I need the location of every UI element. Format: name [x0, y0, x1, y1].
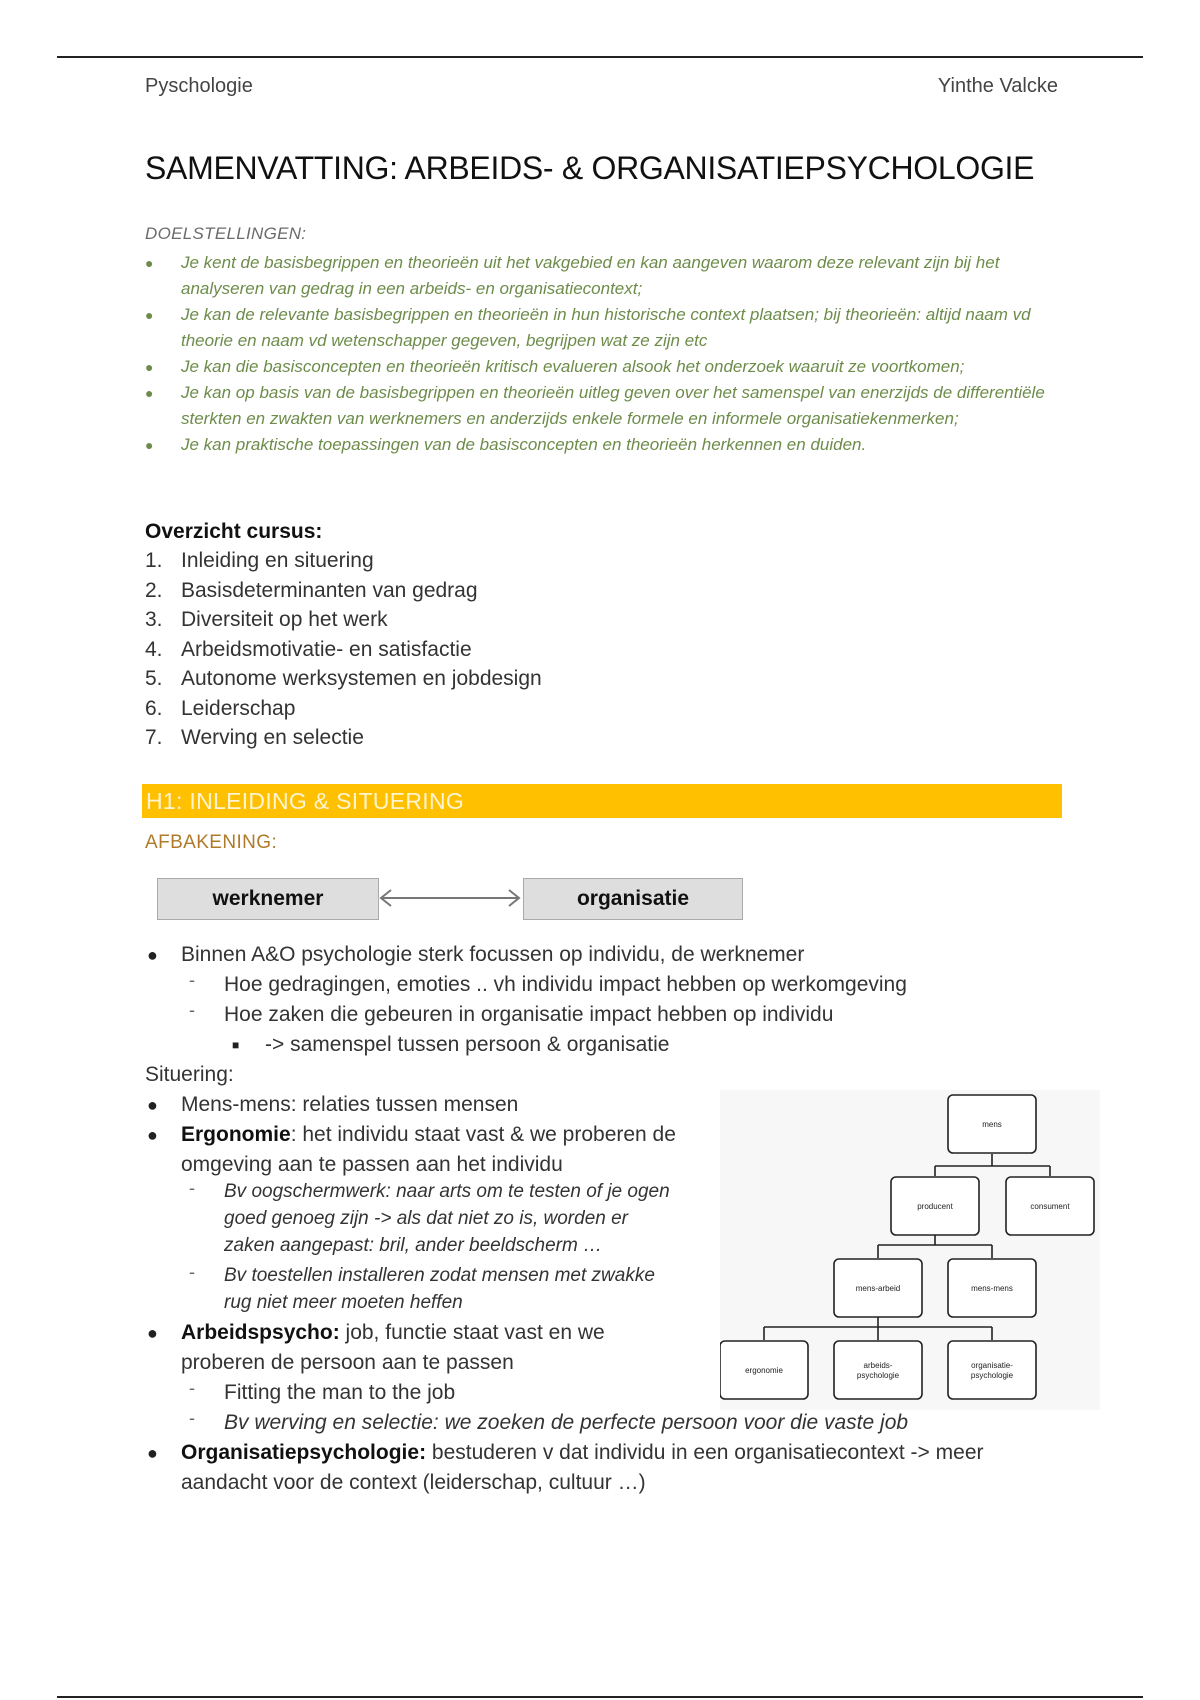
header-author: Yinthe Valcke: [937, 75, 1058, 97]
goals-label: DOELSTELLINGEN:: [145, 224, 307, 243]
double-arrow-icon: [377, 885, 523, 911]
section-heading: H1: INLEIDING & SITUERING: [146, 788, 465, 814]
node-label: ergonomie: [745, 1366, 783, 1375]
node-label: consument: [1030, 1202, 1070, 1211]
list-item: 4. Arbeidsmotivatie- en satisfactie: [145, 637, 472, 661]
bullet-icon: ●: [147, 1323, 158, 1343]
bullet-icon: ●: [145, 307, 154, 323]
dash-icon: -: [189, 970, 195, 990]
list-item: 5. Autonome werksystemen en jobdesign: [145, 667, 542, 690]
werknemer-box: werknemer: [157, 878, 379, 920]
list-item: 3. Diversiteit op het werk: [145, 608, 388, 631]
section-heading-bar: [142, 784, 1062, 818]
list-item: Bv oogschermwerk: naar arts om te testen of je ogen: [224, 1181, 670, 1202]
list-item: 7. Werving en selectie: [145, 726, 364, 749]
list-item: Mens-mens: relaties tussen mensen: [181, 1093, 519, 1116]
situering-label: Situering:: [145, 1063, 234, 1086]
header-subject: Pyschologie: [145, 75, 253, 97]
bullet-icon: ●: [145, 359, 154, 375]
goals-list: [145, 250, 1065, 458]
list-item: ● Je kan praktische toepassingen van de basisconcepten en theorieën herkennen en duiden.: [145, 432, 1065, 458]
node-label: psychologie: [970, 1371, 1014, 1380]
list-item: Hoe gedragingen, emoties .. vh individu impact hebben op werkomgeving: [224, 973, 907, 996]
square-bullet-icon: ■: [232, 1038, 240, 1052]
dash-icon: -: [189, 1178, 195, 1198]
course-overview: [145, 520, 542, 753]
node-label: arbeids-: [863, 1361, 893, 1370]
bottom-rule: [57, 1696, 1143, 1698]
node-label: organisatie-: [971, 1361, 1013, 1370]
list-item: Fitting the man to the job: [224, 1381, 456, 1404]
list-item-continued: rug niet meer moeten heffen: [224, 1292, 463, 1313]
list-item-continued: aandacht voor de context (leiderschap, cultuur …): [181, 1471, 646, 1494]
page-title: SAMENVATTING: ARBEIDS- & ORGANISATIEPSYCHOLOGIE: [145, 150, 1035, 186]
dash-icon: -: [189, 1000, 195, 1020]
node-organisatiepsychologie: [948, 1341, 1036, 1399]
list-item-continued: proberen de persoon aan te passen: [181, 1351, 514, 1374]
org-chart-diagram: [720, 1090, 1100, 1410]
list-item: ● Je kan die basisconcepten en theorieën kritisch evalueren alsook het onderzoek waaruit ze voortkomen;: [145, 354, 1065, 380]
top-rule: [57, 56, 1143, 58]
list-item: ● Je kan de relevante basisbegrippen en theorieën in hun historische context plaatsen; bij theorieën: altijd naam vd theorie en naam vd wetenschapper gegeven, begrijpen wat ze zijn etc: [145, 302, 1065, 354]
dash-icon: -: [189, 1378, 195, 1398]
bullet-icon: ●: [145, 385, 154, 401]
list-item: 1. Inleiding en situering: [145, 549, 374, 572]
bullet-icon: ●: [147, 945, 158, 965]
node-label: mens-mens: [971, 1284, 1013, 1293]
bullet-icon: ●: [145, 255, 154, 271]
goals-section: [145, 224, 1065, 458]
bullet-icon: ●: [145, 437, 154, 453]
list-item: ● Je kan op basis van de basisbegrippen en theorieën uitleg geven over het samenspel van enerzijds de differentiële sterkten en zwakten van werknemers en anderzijds enkele formele en informele organisatiekenmerken;: [145, 380, 1065, 432]
node-label: mens: [982, 1120, 1002, 1129]
list-item: ● Je kent de basisbegrippen en theorieën uit het vakgebied en kan aangeven waarom deze relevant zijn bij het analyseren van gedrag in een arbeids- en organisatiecontext;: [145, 250, 1065, 302]
bullet-icon: ●: [147, 1443, 158, 1463]
list-item: Ergonomie: het individu staat vast & we proberen de: [181, 1123, 676, 1146]
node-label: mens-arbeid: [855, 1284, 901, 1293]
list-item: Binnen A&O psychologie sterk focussen op individu, de werknemer: [181, 943, 805, 966]
overview-title: Overzicht cursus:: [145, 520, 323, 543]
list-item: 2. Basisdeterminanten van gedrag: [145, 578, 478, 602]
list-item-continued: zaken aangepast: bril, ander beeldscherm …: [224, 1235, 603, 1256]
list-item: Bv toestellen installeren zodat mensen met zwakke: [224, 1265, 655, 1286]
subsection-heading: AFBAKENING:: [145, 832, 278, 853]
list-item: Hoe zaken die gebeuren in organisatie impact hebben op individu: [224, 1003, 834, 1026]
bullet-icon: ●: [147, 1095, 158, 1115]
list-item: Arbeidspsycho: job, functie staat vast en we: [181, 1321, 605, 1344]
overview-list: [145, 546, 542, 753]
organisatie-box: organisatie: [523, 878, 743, 920]
bullet-icon: ●: [147, 1125, 158, 1145]
dash-icon: -: [189, 1408, 195, 1428]
node-arbeidspsychologie: [834, 1341, 922, 1399]
node-label: psychologie: [856, 1371, 900, 1380]
list-item: Bv werving en selectie: we zoeken de perfecte persoon voor die vaste job: [224, 1411, 909, 1434]
list-item: 6. Leiderschap: [145, 696, 296, 720]
list-item: -> samenspel tussen persoon & organisatie: [265, 1033, 670, 1056]
list-item-continued: goed genoeg zijn -> als dat niet zo is, worden er: [224, 1208, 629, 1229]
dash-icon: -: [189, 1262, 195, 1282]
node-label: producent: [917, 1202, 953, 1211]
list-item: Organisatiepsychologie: bestuderen v dat individu in een organisatiecontext -> meer: [181, 1441, 984, 1464]
list-item-continued: omgeving aan te passen aan het individu: [181, 1153, 563, 1176]
